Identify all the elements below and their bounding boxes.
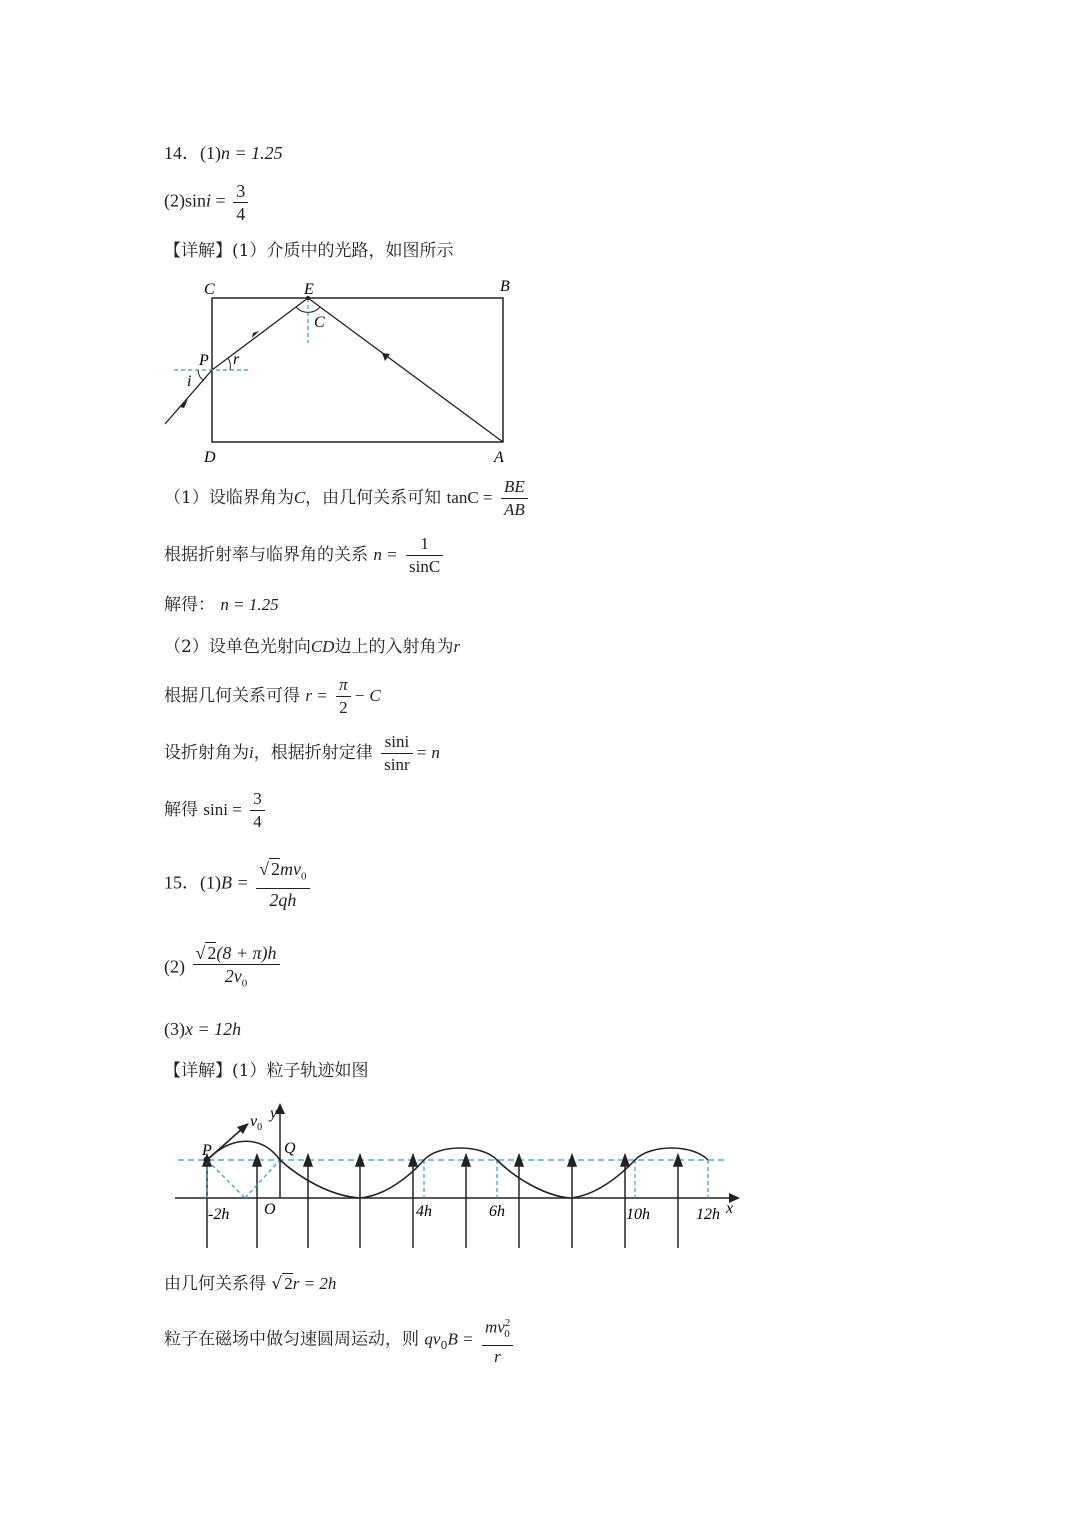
label-v0: $v_0$ [250,1113,263,1133]
label-x: x [726,1200,734,1217]
q14-step1: （1）设临界角为C，由几何关系可知 tanC = $\frac{BE}{AB}$ [164,476,531,521]
q14-answer-2: (2)sini = $\frac{3}{4}$ [164,180,251,225]
q15-answer-2: (2) $\frac{√ 2(8 + \pi)h}{2v_0}$ [164,942,283,995]
particle-trajectory-figure [170,1100,750,1255]
q14-step6: 设折射角为i，根据折射定律 $\frac{\sin i}{\sin r}$ = n [164,732,440,774]
ray-A-to-E [308,298,503,442]
arrow-Pout [180,399,188,408]
label-4h: 4h [416,1203,432,1220]
label-angle-C: C [314,314,325,331]
label-A: A [494,449,504,466]
q14-answer-1: 14．(1)n = 1.25 [164,143,283,163]
label-P: P [202,1142,212,1159]
dashed-guides [207,1160,708,1198]
rectangle-ABCD [212,298,503,442]
q15-detail-heading: 【详解】(1）粒子轨迹如图 [164,1061,369,1081]
light-path-figure [160,275,530,470]
q14-step2: 根据折射率与临界角的关系 n = $\frac{1}{\sin C}$ [164,533,446,578]
label-minus-2h: -2h [208,1206,230,1223]
label-y: y [270,1105,278,1122]
arc-angle-r [228,358,230,370]
label-6h: 6h [489,1203,505,1220]
ray-E-to-P [212,298,308,370]
label-i: i [187,373,192,390]
label-r: r [233,351,240,368]
q14-step7: 解得 sini = $\frac{3}{4}$ [164,788,268,833]
label-12h: 12h [696,1206,720,1223]
q14-step3: 解得： n = 1.25 [164,595,279,615]
label-P: P [199,352,209,369]
label-O: O [264,1201,276,1218]
label-B: B [500,278,510,295]
label-Q: Q [284,1140,296,1157]
q15-step1: 由几何关系得 √ 2r = 2h [164,1274,337,1294]
label-10h: 10h [626,1206,650,1223]
q15-answer-3: (3)x = 12h [164,1019,242,1039]
label-E: E [304,281,314,298]
q14-step4: （2）设单色光射向CD边上的入射角为r [164,637,461,657]
label-C: C [204,281,215,298]
q14-detail-heading: 【详解】(1）介质中的光路，如图所示 [164,241,454,261]
q14-step5: 根据几何关系可得 r = $\frac{\pi}{2}$ − C [164,675,381,717]
q15-step2: 粒子在磁场中做匀速圆周运动，则 $qv_0B$ = $\frac{mv^2_0}{r}$ [164,1312,516,1368]
velocity-arrow [207,1128,243,1160]
trajectory-curve [207,1141,708,1198]
label-D: D [204,449,216,466]
q15-answer-1: 15．(1)B = $\frac{√ 2mv_0}{2qh}$ [164,858,313,911]
